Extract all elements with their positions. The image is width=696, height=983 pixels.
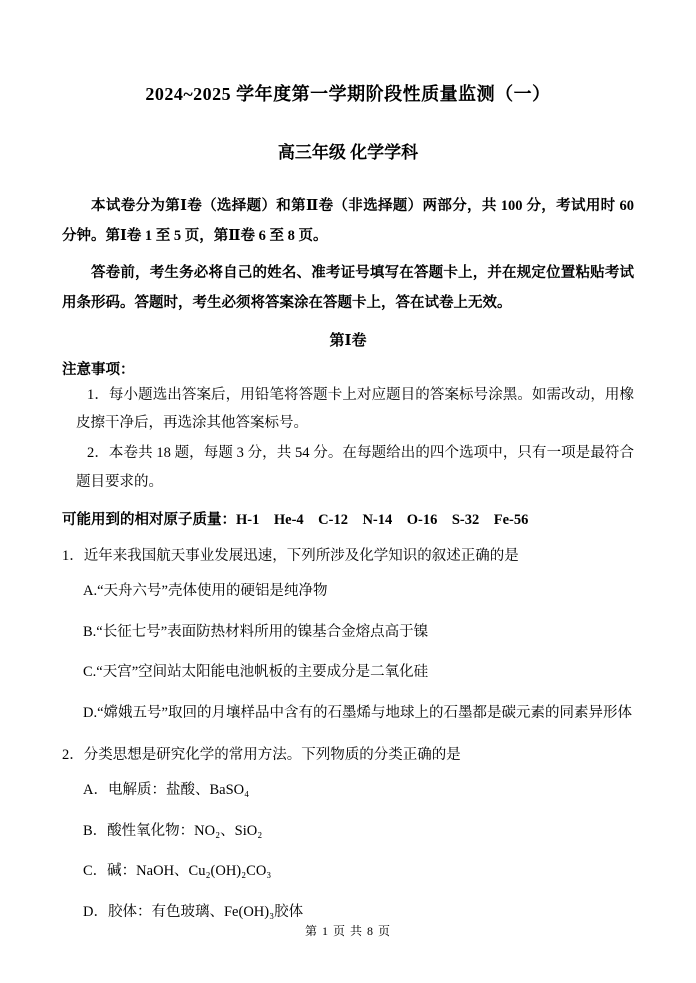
intro-paragraph-2: 答卷前，考生务必将自己的姓名、准考证号填写在答题卡上，并在规定位置粘贴考试用条形码。答题时，考生必须将答案涂在答题卡上，答在试卷上无效。 bbox=[62, 264, 634, 312]
question-1-option-d: D.“嫦娥五号”取回的月壤样品中含有的石墨烯与地球上的石墨都是碳元素的同素异形体 bbox=[83, 705, 632, 721]
question-2-option-b: B．酸性氧化物：NO₂、SiO₂ bbox=[83, 822, 263, 839]
notes-title: 注意事项： bbox=[62, 361, 135, 378]
page-footer: 第 1 页 共 8 页 bbox=[304, 924, 391, 938]
question-1-stem: 1．近年来我国航天事业发展迅速，下列所涉及化学知识的叙述正确的是 bbox=[62, 547, 519, 564]
question-1-option-a: A.“天舟六号”壳体使用的硬铝是纯净物 bbox=[83, 583, 328, 600]
section-heading: 第Ⅰ卷 bbox=[329, 332, 367, 349]
page-title: 2024~2025 学年度第一学期阶段性质量监测（一） bbox=[145, 84, 551, 104]
question-2-option-a: A．电解质：盐酸、BaSO₄ bbox=[83, 782, 250, 799]
question-2-option-c: C．碱：NaOH、Cu₂(OH)₂CO₃ bbox=[83, 863, 272, 880]
question-2-stem: 2．分类思想是研究化学的常用方法。下列物质的分类正确的是 bbox=[62, 746, 461, 763]
note-item-1: 1．每小题选出答案后，用铅笔将答题卡上对应题目的答案标号涂黑。如需改动，用橡皮擦干净后，再选涂其他答案标号。 bbox=[76, 386, 634, 432]
question-2 bbox=[62, 742, 634, 927]
page-subtitle: 高三年级 化学学科 bbox=[277, 143, 419, 162]
note-item-2: 2．本卷共 18 题，每题 3 分，共 54 分。在每题给出的四个选项中，只有一项是最符合题目要求的。 bbox=[76, 445, 634, 490]
question-1 bbox=[62, 543, 634, 728]
intro-paragraph-1: 本试卷分为第Ⅰ卷（选择题）和第Ⅱ卷（非选择题）两部分，共 100 分，考试用时 60分钟。第Ⅰ卷 1 至 5 页，第Ⅱ卷 6 至 8 页。 bbox=[62, 198, 634, 245]
question-1-option-c: C.“天宫”空间站太阳能电池帆板的主要成分是二氧化硅 bbox=[83, 664, 429, 681]
question-1-option-b: B.“长征七号”表面防热材料所用的镍基合金熔点高于镍 bbox=[83, 623, 429, 640]
question-2-option-d: D．胶体：有色玻璃、Fe(OH)₃胶体 bbox=[83, 903, 304, 920]
atomic-mass-line: 可能用到的相对原子质量：H-1 He-4 C-12 N-14 O-16 S-32 Fe-56 bbox=[62, 511, 529, 528]
